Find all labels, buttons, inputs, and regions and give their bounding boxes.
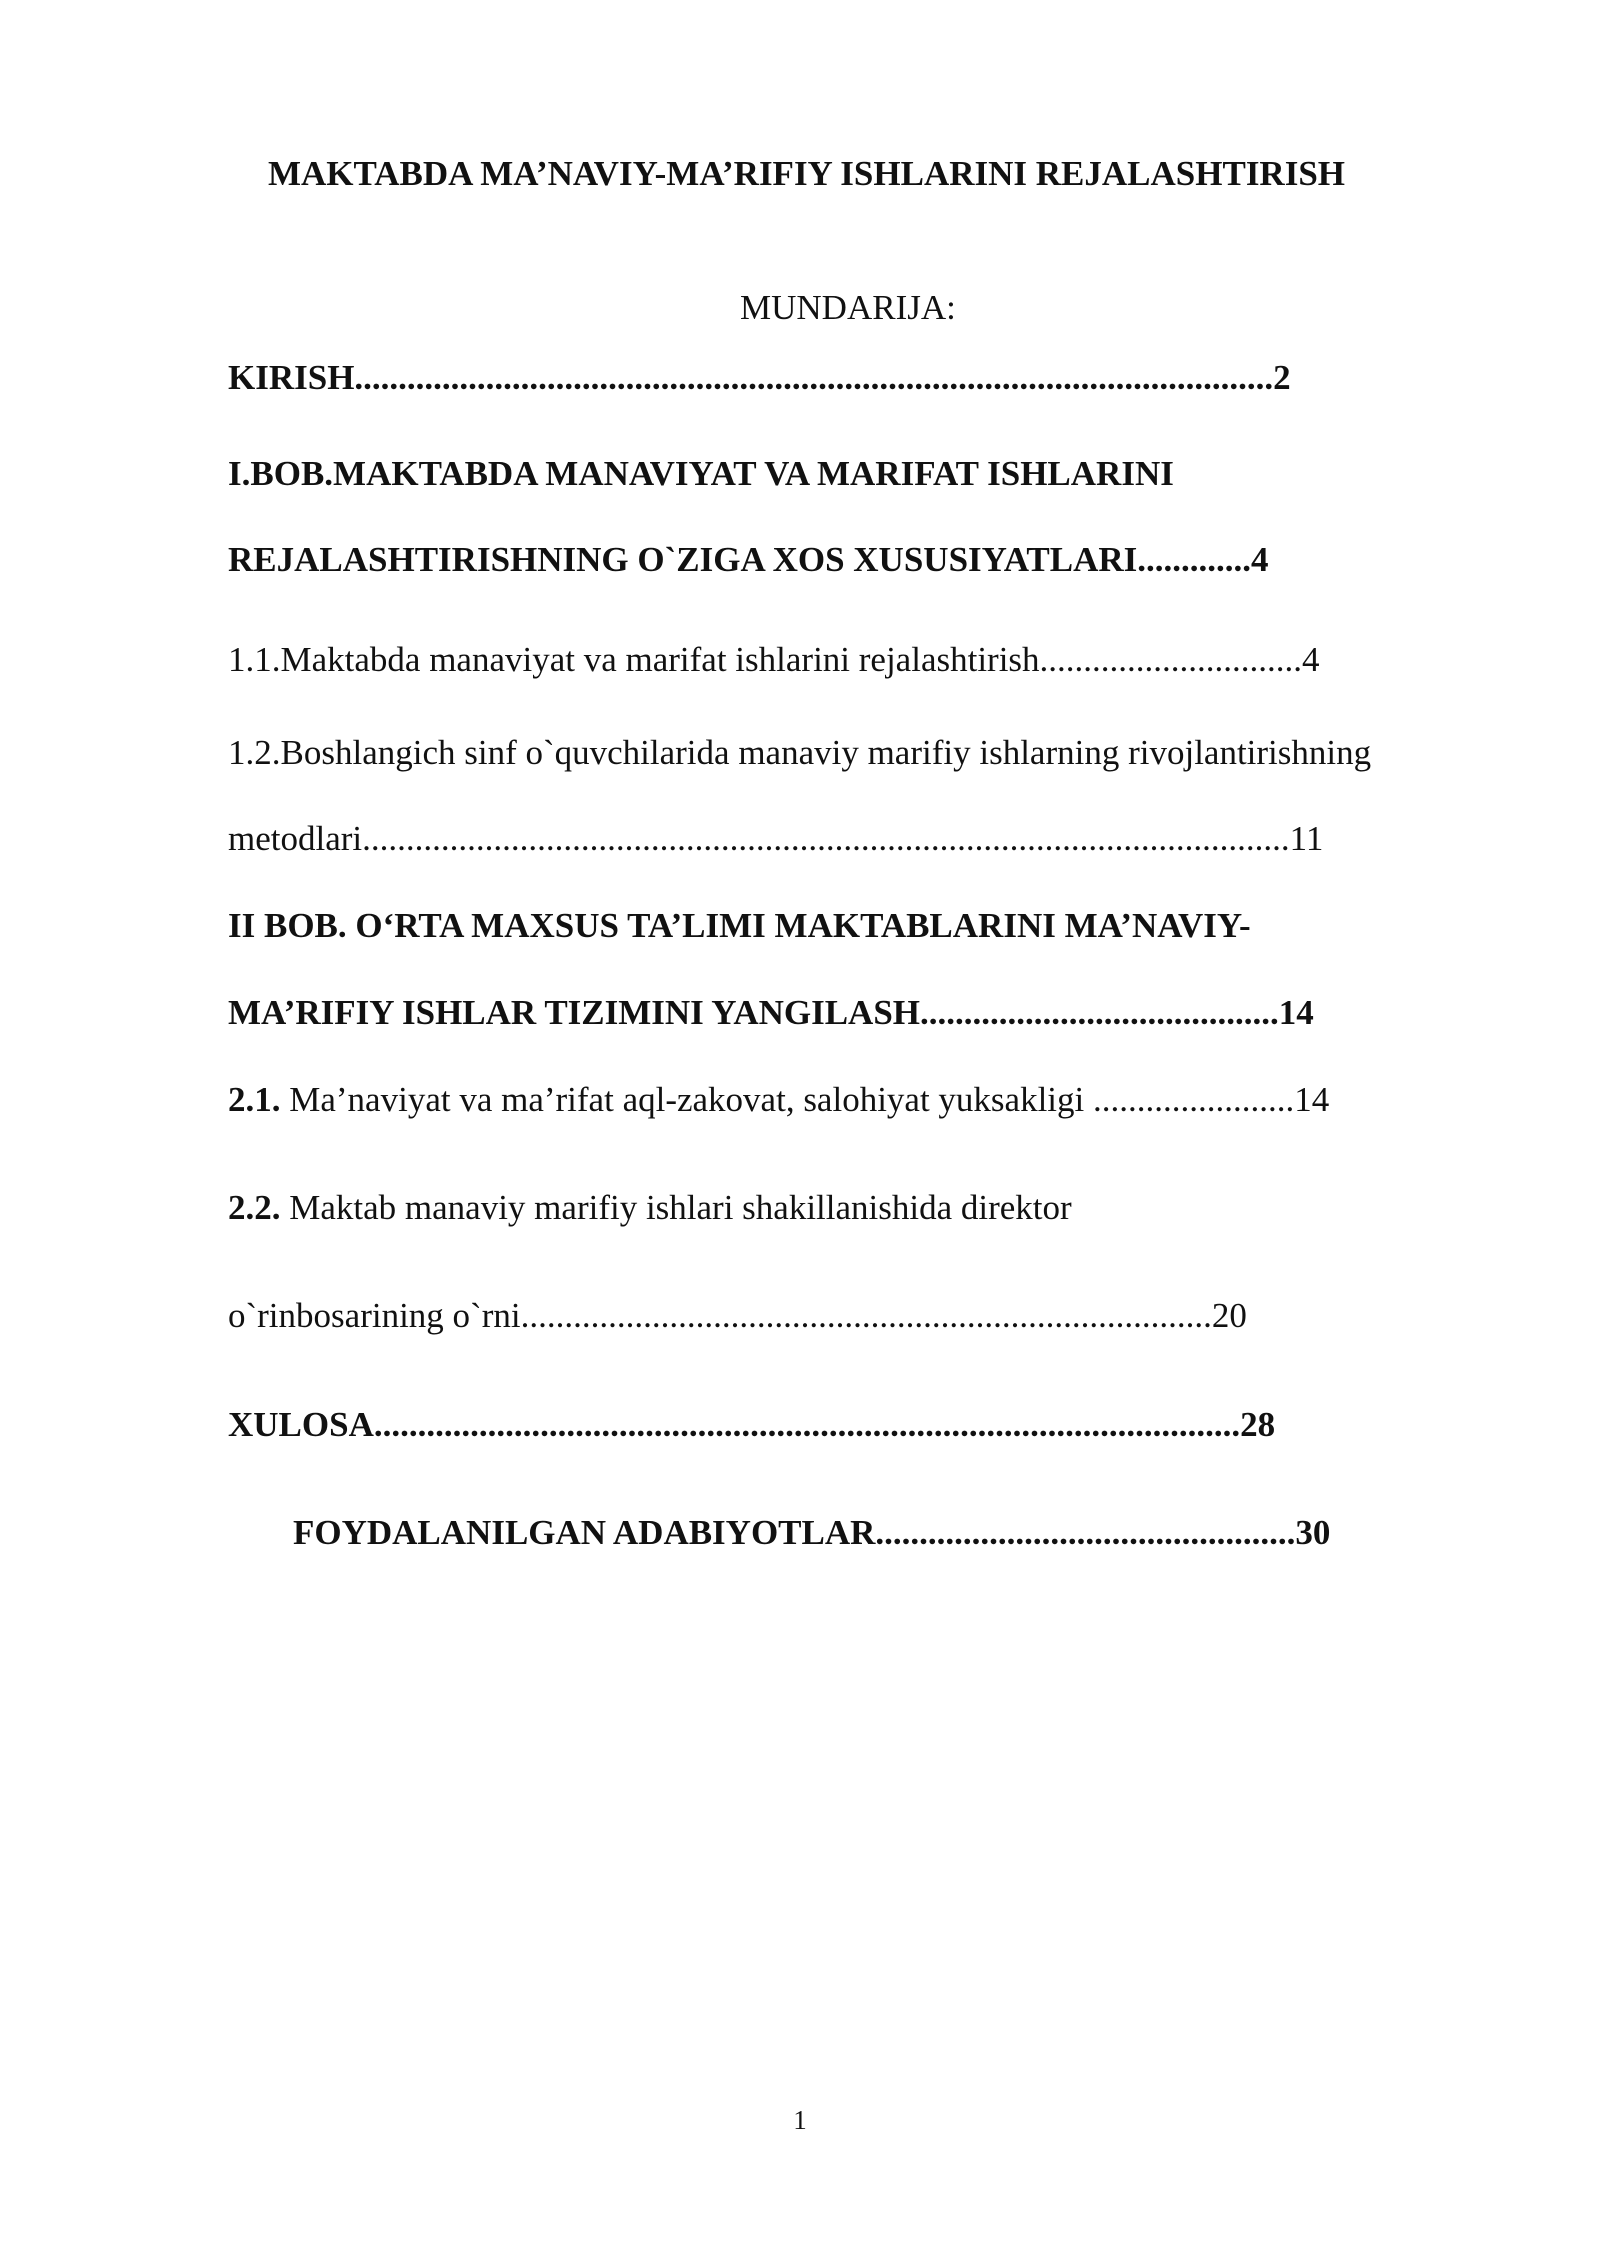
toc-entry-section-1-1: 1.1.Maktabda manaviyat va marifat ishlarini rejalashtirish..............................4 — [228, 640, 1320, 679]
section-2-2-text: Maktab manaviy marifiy ishlari shakillanishida direktor — [280, 1188, 1072, 1227]
toc-entry-section-1-2-line1: 1.2.Boshlangich sinf o`quvchilarida manaviy marifiy ishlarning rivojlantirishning — [228, 733, 1372, 772]
document-title: MAKTABDA MA’NAVIY-MA’RIFIY ISHLARINI REJALASHTIRISH — [268, 154, 1346, 193]
section-2-2-number: 2.2. — [228, 1188, 281, 1227]
toc-entry-foydalanilgan-adabiyotlar: FOYDALANILGAN ADABIYOTLAR................................................30 — [293, 1513, 1331, 1552]
toc-entry-xulosa: XULOSA...................................................................................................28 — [228, 1405, 1276, 1444]
toc-entry-section-2-2-line1 — [228, 1186, 1072, 1230]
toc-entry-bob1-line1: I.BOB.MAKTABDA MANAVIYAT VA MARIFAT ISHLARINI — [228, 454, 1174, 493]
toc-entry-section-1-2-line2: metodlari..........................................................................................................11 — [228, 819, 1324, 858]
toc-entry-kirish: KIRISH.........................................................................................................2 — [228, 358, 1291, 397]
toc-entry-bob1-line2: REJALASHTIRISHNING O`ZIGA XOS XUSUSIYATLARI.............4 — [228, 540, 1269, 579]
section-2-1-text: Ma’naviyat va ma’rifat aql-zakovat, salohiyat yuksakligi .......................14 — [280, 1080, 1330, 1119]
page-number: 1 — [793, 2105, 807, 2135]
toc-entry-section-2-1 — [228, 1078, 1329, 1122]
toc-heading: MUNDARIJA: — [740, 288, 956, 327]
toc-entry-bob2-line2: MA’RIFIY ISHLAR TIZIMINI YANGILASH.........................................14 — [228, 993, 1314, 1032]
toc-entry-bob2-line1: II BOB. O‘RTA MAXSUS TA’LIMI MAKTABLARINI MA’NAVIY- — [228, 906, 1251, 945]
toc-entry-section-2-2-line2: o`rinbosarining o`rni...............................................................................20 — [228, 1296, 1247, 1335]
section-2-1-number: 2.1. — [228, 1080, 281, 1119]
